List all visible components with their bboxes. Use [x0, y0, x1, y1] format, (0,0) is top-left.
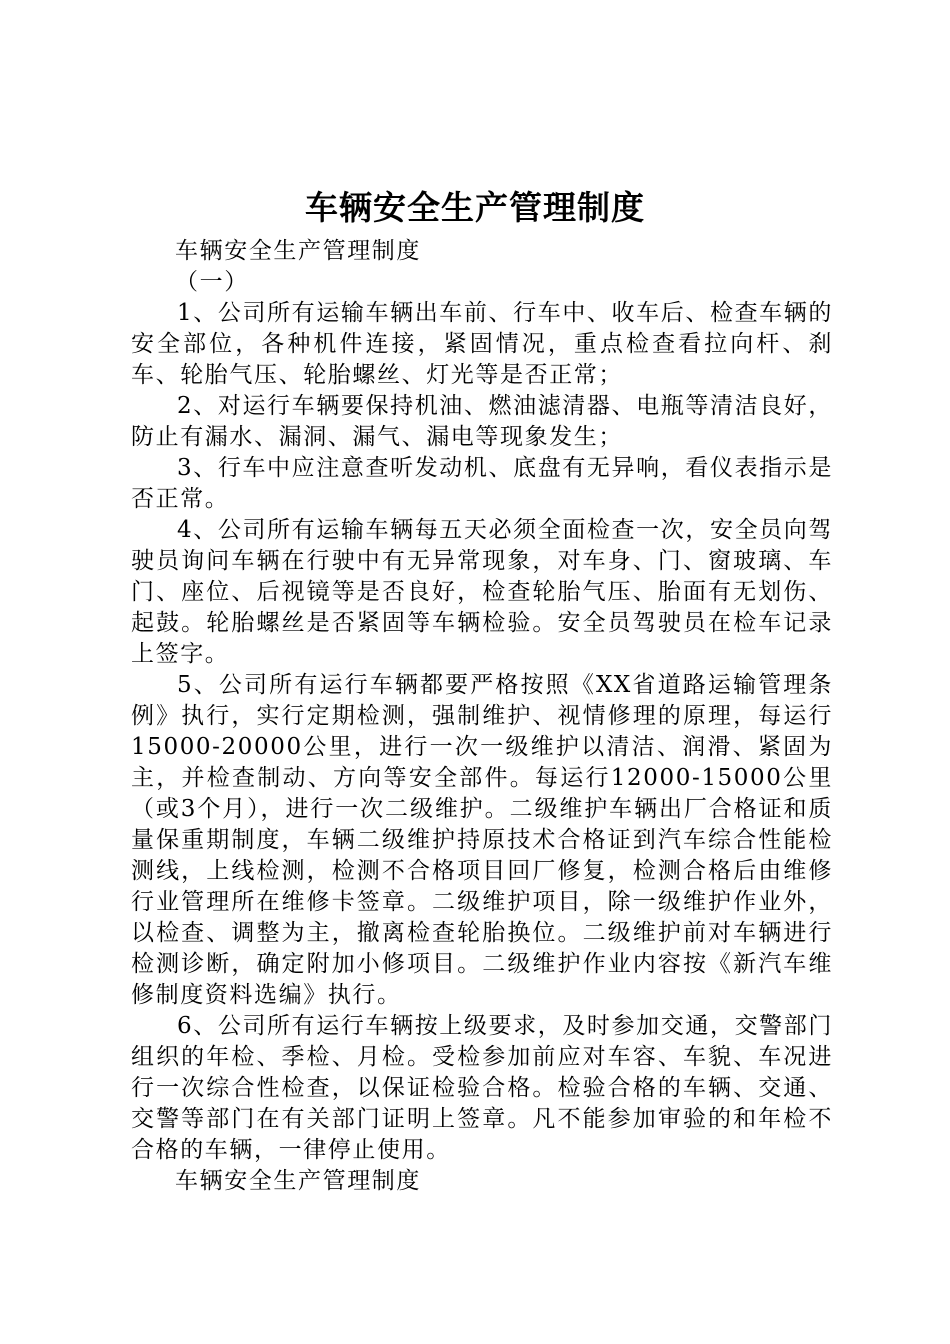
closing-heading: 车辆安全生产管理制度 [175, 1168, 421, 1194]
paragraph-3: 3、行车中应注意查听发动机、底盘有无异响，看仪表指示是否正常。 [131, 455, 833, 512]
paragraph-6: 6、公司所有运行车辆按上级要求，及时参加交通，交警部门组织的年检、季检、月检。受检参加前应对车容、车貌、车况进行一次综合性检查，以保证检验合格。检验合格的车辆、交通、交警等部门在有关部门证明上签章。凡不能参加审验的和年检不合格的车辆，一律停止使用。 [131, 1013, 833, 1163]
paragraph-4: 4、公司所有运输车辆每五天必须全面检查一次，安全员向驾驶员询问车辆在行驶中有无异常现象，对车身、门、窗玻璃、车门、座位、后视镜等是否良好，检查轮胎气压、胎面有无划伤、起鼓。轮胎螺丝是否紧固等车辆检验。安全员驾驶员在检车记录上签字。 [131, 517, 833, 667]
paragraph-1: 1、公司所有运输车辆出车前、行车中、收车后、检查车辆的安全部位，各种机件连接，紧固情况，重点检查看拉向杆、刹车、轮胎气压、轮胎螺丝、灯光等是否正常； [131, 300, 833, 388]
document-body [131, 236, 833, 1197]
document-subtitle: 车辆安全生产管理制度 [175, 238, 421, 264]
paragraph-5: 5、公司所有运行车辆都要严格按照《XX省道路运输管理条例》执行，实行定期检测，强制维护、视情修理的原理，每运行15000-20000公里，进行一次一级维护以清洁、润滑、紧固为主，并检查制动、方向等安全部件。每运行12000-15000公里（或3个月），进行一次二级维护。二级维护车辆出厂合格证和质量保重期制度，车辆二级维护持原技术合格证到汽车综合性能检测线，上线检测，检测不合格项目回厂修复，检测合格后由维修行业管理所在维修卡签章。二级维护项目，除一级维护作业外，以检查、调整为主，撤离检查轮胎换位。二级维护前对车辆进行检测诊断，确定附加小修项目。二级维护作业内容按《新汽车维修制度资料选编》执行。 [131, 672, 833, 1008]
paragraph-2: 2、对运行车辆要保持机油、燃油滤清器、电瓶等清洁良好，防止有漏水、漏洞、漏气、漏电等现象发生； [131, 393, 833, 450]
section-label: （一） [175, 269, 249, 295]
document-title: 车辆安全生产管理制度 [305, 188, 645, 227]
